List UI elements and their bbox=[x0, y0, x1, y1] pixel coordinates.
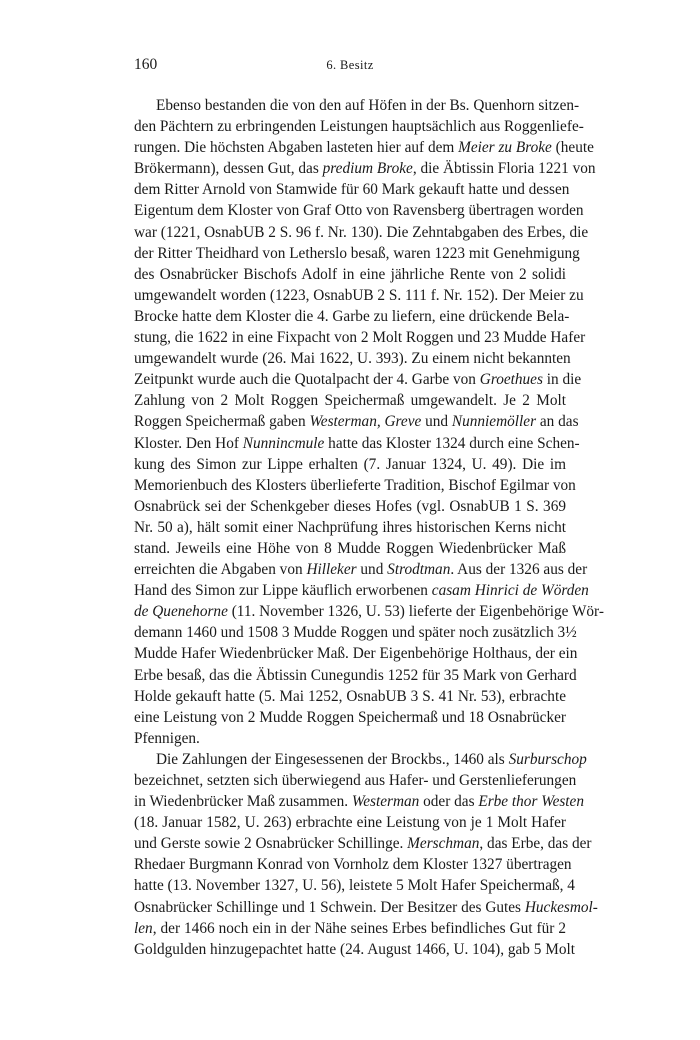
text-run: Holde gekauft hatte (5. Mai 1252, OsnabUB 3 S. 41 Nr. 53), erbrachte bbox=[134, 687, 566, 705]
text-line bbox=[134, 243, 580, 264]
text-run: den Pächtern zu erbringenden Leistungen hauptsächlich aus Roggenliefe- bbox=[134, 118, 584, 136]
text-line bbox=[134, 770, 577, 791]
text-run: Hand des Simon zur Lippe käuflich erworbenen bbox=[134, 582, 432, 600]
text-run: und bbox=[356, 561, 388, 579]
text-run: der Ritter Theidhard von Letherslo besaß, waren 1223 mit Genehmigung bbox=[134, 244, 580, 262]
text-run: Osnabrück sei der Schenkgeber dieses Hofes (vgl. OsnabUB 1 S. 369 bbox=[134, 497, 566, 515]
text-line bbox=[134, 327, 586, 348]
text-run: Memorienbuch des Klosters überlieferte Tradition, Bischof Egilmar von bbox=[134, 476, 576, 494]
text-line bbox=[134, 580, 589, 601]
italic-text: Westerman bbox=[351, 793, 420, 811]
text-run: rungen. Die höchsten Abgaben lasteten hier auf dem bbox=[134, 139, 459, 157]
text-run: hatte das Kloster 1324 durch eine Schen- bbox=[324, 434, 580, 452]
italic-text: Westerman, Greve bbox=[309, 413, 422, 431]
italic-text: Surburschop bbox=[508, 750, 587, 768]
italic-text: Meier zu Broke bbox=[458, 139, 552, 157]
text-line bbox=[134, 200, 584, 221]
italic-text: len bbox=[134, 919, 153, 937]
italic-text: de Quenehorne bbox=[134, 603, 228, 621]
text-line bbox=[134, 348, 571, 369]
text-run: stung, die 1622 in eine Fixpacht von 2 Molt Roggen und 23 Mudde Hafer bbox=[134, 329, 586, 347]
text-run: und Gerste sowie 2 Osnabrücker Schillinge. bbox=[134, 835, 408, 853]
text-line bbox=[134, 475, 576, 496]
text-run: Goldgulden hinzugepachtet hatte (24. August 1466, U. 104), gab 5 Molt bbox=[134, 940, 575, 958]
text-line bbox=[134, 728, 566, 749]
text-line bbox=[134, 939, 575, 960]
text-run: Brocke hatte dem Kloster die 4. Garbe zu liefern, eine drückende Bela- bbox=[134, 307, 570, 325]
text-run: (18. Januar 1582, U. 263) erbrachte eine Leistung von je 1 Molt Hafer bbox=[134, 814, 566, 832]
text-run: Osnabrücker Schillinge und 1 Schwein. Der Besitzer des Gutes bbox=[134, 898, 525, 916]
text-line bbox=[134, 517, 566, 538]
text-line bbox=[134, 686, 566, 707]
text-run: an das bbox=[536, 413, 579, 431]
text-run: in Wiedenbrücker Maß zusammen. bbox=[134, 793, 352, 811]
text-line bbox=[134, 285, 584, 306]
text-run: , die Äbtissin Floria 1221 von bbox=[412, 160, 596, 178]
text-line bbox=[134, 791, 584, 812]
text-line bbox=[134, 622, 577, 643]
text-run: . Aus der 1326 aus der bbox=[450, 561, 588, 579]
text-run: stand. Jeweils eine Höhe von 8 Mudde Roggen Wiedenbrücker Maß bbox=[134, 539, 566, 557]
text-line bbox=[134, 411, 579, 432]
text-run: und bbox=[421, 413, 452, 431]
text-line bbox=[134, 158, 596, 179]
text-run: umgewandelt wurde (26. Mai 1622, U. 393). Zu einem nicht bekannten bbox=[134, 350, 571, 368]
text-run: bezeichnet, setzten sich überwiegend aus Hafer- und Gerstenlieferungen bbox=[134, 772, 577, 789]
text-run: kung des Simon zur Lippe erhalten (7. Januar 1324, U. 49). Die im bbox=[134, 455, 566, 473]
text-run: (11. November 1326, U. 53) lieferte der Eigenbehörige Wör- bbox=[227, 603, 604, 621]
text-run: hatte (13. November 1327, U. 56), leistete 5 Molt Hafer Speichermaß, 4 bbox=[134, 877, 575, 895]
text-line bbox=[134, 665, 577, 686]
italic-text: Strodtman bbox=[387, 561, 451, 579]
text-run: umgewandelt worden (1223, OsnabUB 2 S. 111 f. Nr. 152). Der Meier zu bbox=[134, 286, 584, 304]
text-line bbox=[134, 854, 572, 875]
italic-text: predium Broke bbox=[322, 160, 413, 178]
text-line bbox=[134, 538, 566, 559]
text-line bbox=[134, 496, 566, 517]
text-run: dem Ritter Arnold von Stamwide für 60 Mark gekauft hatte und dessen bbox=[134, 181, 570, 199]
italic-text: Nunniemöller bbox=[451, 413, 537, 431]
body-text bbox=[134, 95, 604, 960]
text-run: war (1221, OsnabUB 2 S. 96 f. Nr. 130). Die Zehntabgaben des Erbes, die bbox=[134, 223, 589, 241]
text-run: Die Zahlungen der Eingesessenen der Brockbs., 1460 als bbox=[156, 750, 509, 768]
text-line bbox=[134, 454, 566, 475]
text-run: eine Leistung von 2 Mudde Roggen Speichermaß und 18 Osnabrücker bbox=[134, 708, 566, 726]
text-line bbox=[134, 390, 566, 411]
text-run: erreichten die Abgaben von bbox=[134, 561, 307, 579]
text-run: , der 1466 noch ein in der Nähe seines Erbes befindliches Gut für 2 bbox=[152, 919, 566, 937]
text-line bbox=[134, 222, 589, 243]
text-line bbox=[134, 264, 566, 285]
text-line bbox=[134, 833, 592, 854]
text-run: oder das bbox=[419, 793, 479, 811]
page-number: 160 bbox=[134, 56, 158, 73]
text-line bbox=[134, 707, 566, 728]
text-run: Roggen Speichermaß gaben bbox=[134, 413, 310, 431]
text-line bbox=[134, 601, 604, 622]
italic-text: Merschman bbox=[407, 835, 480, 853]
page-header bbox=[134, 56, 566, 78]
italic-text: Nunnincmule bbox=[242, 434, 325, 452]
italic-text: casam Hinrici de Wörden bbox=[431, 582, 589, 600]
text-line bbox=[134, 559, 588, 580]
text-line bbox=[134, 137, 594, 158]
text-run: des Osnabrücker Bischofs Adolf in eine jährliche Rente von 2 solidi bbox=[134, 265, 566, 283]
text-line bbox=[134, 749, 587, 770]
text-run: Erbe besaß, das die Äbtissin Cunegundis 1252 für 35 Mark von Gerhard bbox=[134, 666, 577, 684]
text-run: Mudde Hafer Wiedenbrücker Maß. Der Eigenbehörige Holthaus, der ein bbox=[134, 645, 578, 663]
text-line bbox=[134, 95, 580, 116]
text-line bbox=[134, 643, 578, 664]
text-line bbox=[134, 875, 575, 896]
text-line bbox=[134, 369, 582, 390]
text-line bbox=[134, 433, 580, 454]
text-line bbox=[134, 116, 584, 137]
text-run: Nr. 50 a), hält somit einer Nachprüfung ihres historischen Kerns nicht bbox=[134, 518, 566, 536]
text-run: Pfennigen. bbox=[134, 729, 200, 747]
text-run: Zahlung von 2 Molt Roggen Speichermaß umgewandelt. Je 2 Molt bbox=[134, 392, 566, 410]
text-run: demann 1460 und 1508 3 Mudde Roggen und später noch zusätzlich 3½ bbox=[134, 624, 577, 642]
text-run: Zeitpunkt wurde auch die Quotalpacht der 4. Garbe von bbox=[134, 371, 480, 389]
text-line bbox=[134, 812, 566, 833]
text-run: Ebenso bestanden die von den auf Höfen in der Bs. Quenhorn sitzen- bbox=[156, 97, 580, 114]
text-line bbox=[134, 897, 598, 918]
text-line bbox=[134, 179, 570, 200]
italic-text: Groethues bbox=[479, 371, 543, 389]
italic-text: Hilleker bbox=[306, 561, 357, 579]
text-run: in die bbox=[542, 371, 582, 389]
running-head: 6. Besitz bbox=[326, 58, 374, 72]
text-run: (heute bbox=[551, 139, 594, 157]
text-run: Rhedaer Burgmann Konrad von Vornholz dem Kloster 1327 übertragen bbox=[134, 856, 572, 874]
italic-text: Huckesmol- bbox=[524, 898, 598, 916]
text-line bbox=[134, 918, 566, 939]
text-run: Kloster. Den Hof bbox=[134, 434, 243, 452]
text-run: Brökermann), dessen Gut, das bbox=[134, 160, 323, 178]
text-run: , das Erbe, das der bbox=[479, 835, 592, 853]
text-run: Eigentum dem Kloster von Graf Otto von Ravensberg übertragen worden bbox=[134, 202, 584, 220]
text-line bbox=[134, 306, 570, 327]
italic-text: Erbe thor Westen bbox=[478, 793, 584, 811]
